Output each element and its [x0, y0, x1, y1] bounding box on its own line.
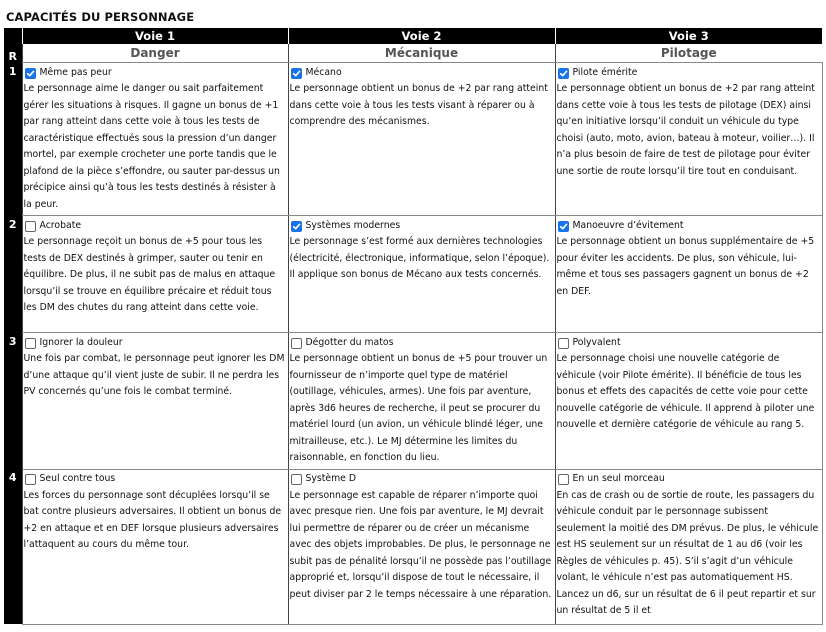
capacity-description: Le personnage obtient un bonus de +2 par rang atteint dans cette voie à tous les tests visant à réparer ou à comprendre des mécanismes.	[289, 83, 548, 127]
capacity-cell	[288, 216, 555, 333]
capacity-cell	[555, 469, 822, 624]
voie-header-1: Voie 1	[22, 28, 288, 44]
capacity-cell	[555, 216, 822, 333]
capacity-checkbox[interactable]	[558, 221, 569, 232]
capacity-description: Une fois par combat, le personnage peut ignorer les DM d’une attaque qu’il vient juste de subir. Il ne perdra les PV concernés qu’une fois le combat terminé.	[23, 353, 285, 397]
capacity-cell	[22, 216, 288, 333]
capacities-table	[4, 28, 823, 625]
capacity-name: Seul contre tous	[39, 473, 116, 485]
capacity-checkbox[interactable]	[558, 474, 569, 485]
rank-number: 4	[4, 469, 22, 624]
rank-column-header: R	[4, 28, 22, 63]
path-name-pilotage: Pilotage	[555, 44, 822, 63]
path-name-danger: Danger	[22, 44, 288, 63]
capacity-cell	[288, 469, 555, 624]
capacity-description: Le personnage est capable de réparer n’importe quoi avec presque rien. Une fois par aventure, le MJ devrait lui permettre de réparer ou de créer un mécanisme avec des objets improbables. De plus, le personnage ne subit pas de pénalité lorsqu’il ne possède pas l’outillage approprié et, lorsqu’il dispose de tout le nécessaire, il peut diviser par 2 le temps nécessaire à une réparation.	[289, 489, 552, 600]
capacity-checkbox[interactable]	[291, 68, 302, 79]
check-icon	[26, 69, 35, 78]
check-icon	[559, 69, 568, 78]
capacity-checkbox[interactable]	[291, 474, 302, 485]
capacity-checkbox[interactable]	[291, 338, 302, 349]
capacity-cell	[22, 63, 288, 216]
capacity-description: Le personnage obtient un bonus de +5 pour trouver un fournisseur de n’importe quel type de matériel (outillage, véhicules, armes). Une fois par aventure, après 3d6 heures de recherche, il peut se procurer du matériel lourd (un avion, un véhicule blindé léger, une mitrailleuse, etc.). Le MJ détermine les limites du raisonnable, en fonction du lieu.	[289, 353, 548, 463]
rank-number: 3	[4, 333, 22, 470]
capacity-name: Pilote émérite	[572, 66, 638, 78]
capacity-checkbox[interactable]	[291, 221, 302, 232]
capacity-name: Même pas peur	[39, 66, 112, 78]
path-name-mecanique: Mécanique	[288, 44, 555, 63]
capacity-cell	[22, 469, 288, 624]
capacity-name: Mécano	[305, 66, 342, 78]
capacity-checkbox[interactable]	[25, 338, 36, 349]
capacity-cell	[288, 333, 555, 470]
capacity-cell	[288, 63, 555, 216]
capacity-description: Le personnage s’est formé aux dernières technologies (électricité, électronique, informatique, selon l’époque). Il applique son bonus de Mécano aux tests concernés.	[289, 236, 550, 280]
capacity-description: Le personnage reçoit un bonus de +5 pour tous les tests de DEX destinés à grimper, sauter ou tenir en équilibre. De plus, il ne subit pas de malus en attaque lorsqu’il se trouve en équilibre précaire et réduit tous les DM des chutes du rang atteint dans cette voie.	[23, 236, 276, 313]
capacity-name: Système D	[305, 473, 357, 485]
capacity-checkbox[interactable]	[25, 474, 36, 485]
capacity-cell	[555, 333, 822, 470]
capacity-cell	[555, 63, 822, 216]
capacity-name: Ignorer la douleur	[39, 336, 123, 348]
capacity-name: Systèmes modernes	[305, 219, 401, 231]
capacity-checkbox[interactable]	[25, 221, 36, 232]
capacity-cell	[22, 333, 288, 470]
rank-row	[4, 333, 822, 470]
capacity-description: Le personnage choisi une nouvelle catégorie de véhicule (voir Pilote émérite). Il bénéficie de tous les bonus et effets des capacités de cette voie pour cette nouvelle catégorie de véhicule. Il apprend à piloter une nouvelle et dernière catégorie de véhicule au rang 5.	[556, 353, 815, 430]
capacity-name: Acrobate	[39, 219, 82, 231]
check-icon	[292, 69, 301, 78]
capacity-checkbox[interactable]	[558, 338, 569, 349]
page-title: CAPACITÉS DU PERSONNAGE	[6, 10, 195, 24]
check-icon	[559, 222, 568, 231]
capacity-checkbox[interactable]	[558, 68, 569, 79]
capacity-name: Dégotter du matos	[305, 336, 394, 348]
voie-header-2: Voie 2	[288, 28, 555, 44]
rank-number: 2	[4, 216, 22, 333]
rank-row	[4, 216, 822, 333]
check-icon	[292, 222, 301, 231]
rank-row	[4, 469, 822, 624]
capacity-name: Manoeuvre d’évitement	[572, 219, 684, 231]
capacity-checkbox[interactable]	[25, 68, 36, 79]
capacity-description: Le personnage obtient un bonus supplémentaire de +5 pour éviter les accidents. De plus, son véhicule, lui-même et tous ses passagers gagnent un bonus de +2 en DEF.	[556, 236, 815, 297]
capacity-description: Le personnage obtient un bonus de +2 par rang atteint dans cette voie à tous les tests de pilotage (DEX) ainsi qu’en initiative lorsqu’il conduit un véhicule du type choisi (auto, moto, avion, bateau à moteur, voilier…). Il n’a plus besoin de faire de test de pilotage pour éviter une sortie de route lorsqu’il tire tout en conduisant.	[556, 83, 815, 177]
rank-number: 1	[4, 63, 22, 216]
capacity-name: En un seul morceau	[572, 473, 665, 485]
capacity-description: En cas de crash ou de sortie de route, les passagers du véhicule conduit par le personnage subissent seulement la moitié des DM prévus. De plus, le véhicule est HS seulement sur un résultat de 1 au d6 (voir les Règles de véhicules p. 45). S’il s’agit d’un véhicule volant, le véhicule n’est pas automatiquement HS. Lancez un d6, sur un résultat de 6 il peut repartir et sur un résultat de 5 il et	[556, 489, 819, 616]
capacity-description: Les forces du personnage sont décuplées lorsqu’il se bat contre plusieurs adversaires. Il obtient un bonus de +2 en attaque et en DEF lorsque plusieurs adversaires l’attaquent au cours du même tour.	[23, 489, 282, 550]
voie-header-3: Voie 3	[555, 28, 822, 44]
capacity-name: Polyvalent	[572, 336, 621, 348]
capacity-description: Le personnage aime le danger ou sait parfaitement gérer les situations à risques. Il gagne un bonus de +1 par rang atteint dans cette voie à tous les tests de caractéristique effectués sous la pression d’un danger mortel, par exemple crocheter une porte tandis que le plafond de la pièce s’effondre, ou sauter par-dessus un précipice ainsi qu’à tous les tests destinés à résister à la peur.	[23, 83, 280, 210]
rank-row	[4, 63, 822, 216]
